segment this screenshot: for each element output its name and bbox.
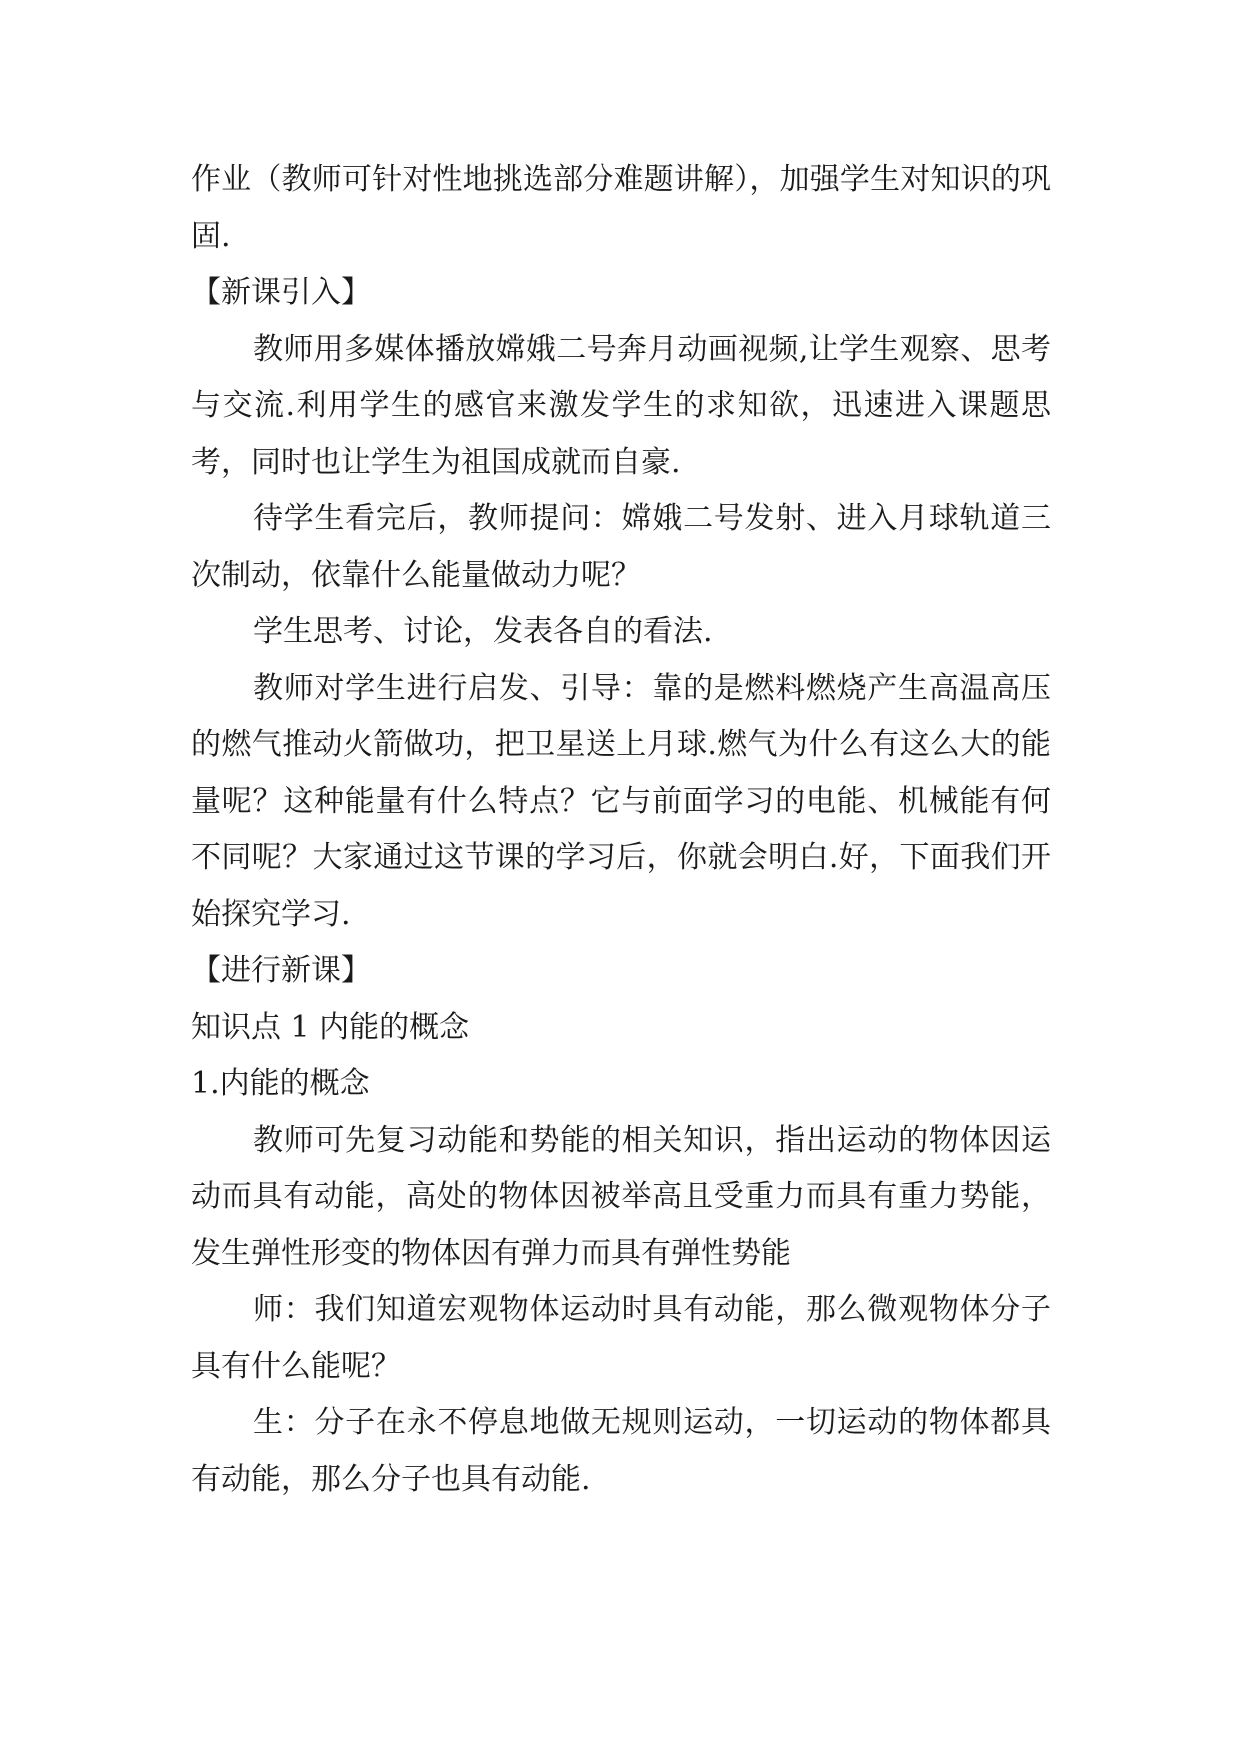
paragraph-teacher-dialogue: 师：我们知道宏观物体运动时具有动能，那么微观物体分子具有什么能呢？ (191, 1292, 1051, 1384)
section-heading-new-lesson-intro: 【新课引入】 (191, 275, 371, 310)
paragraph-student-dialogue: 生：分子在永不停息地做无规则运动，一切运动的物体都具有动能，那么分子也具有动能. (191, 1405, 1051, 1497)
paragraph-student-discussion: 学生思考、讨论，发表各自的看法. (253, 614, 713, 649)
paragraph-homework: 作业（教师可针对性地挑选部分难题讲解），加强学生对知识的巩固. (191, 162, 1051, 254)
knowledge-point-heading: 知识点 1 内能的概念 (191, 1009, 470, 1045)
document-body (191, 152, 1051, 1508)
section-heading-new-lesson: 【进行新课】 (191, 953, 371, 988)
paragraph-teacher-guidance: 教师对学生进行启发、引导：靠的是燃料燃烧产生高温高压的燃气推动火箭做功，把卫星送上月球.燃气为什么有这么大的能量呢？这种能量有什么特点？它与前面学习的电能、机械能有何不同呢？大家通过这节课的学习后，你就会明白.好，下面我们开始探究学习. (191, 670, 1051, 932)
subsection-heading: 1.内能的概念 (191, 1066, 370, 1101)
paragraph-video-intro: 教师用多媒体播放嫦娥二号奔月动画视频,让学生观察、思考与交流.利用学生的感官来激发学生的求知欲，迅速进入课题思考，同时也让学生为祖国成就而自豪. (191, 331, 1051, 480)
paragraph-teacher-question: 待学生看完后，教师提问：嫦娥二号发射、进入月球轨道三次制动，依靠什么能量做动力呢？ (191, 501, 1051, 593)
paragraph-energy-review: 教师可先复习动能和势能的相关知识，指出运动的物体因运动而具有动能，高处的物体因被举高且受重力而具有重力势能，发生弹性形变的物体因有弹力而具有弹性势能 (191, 1122, 1051, 1271)
